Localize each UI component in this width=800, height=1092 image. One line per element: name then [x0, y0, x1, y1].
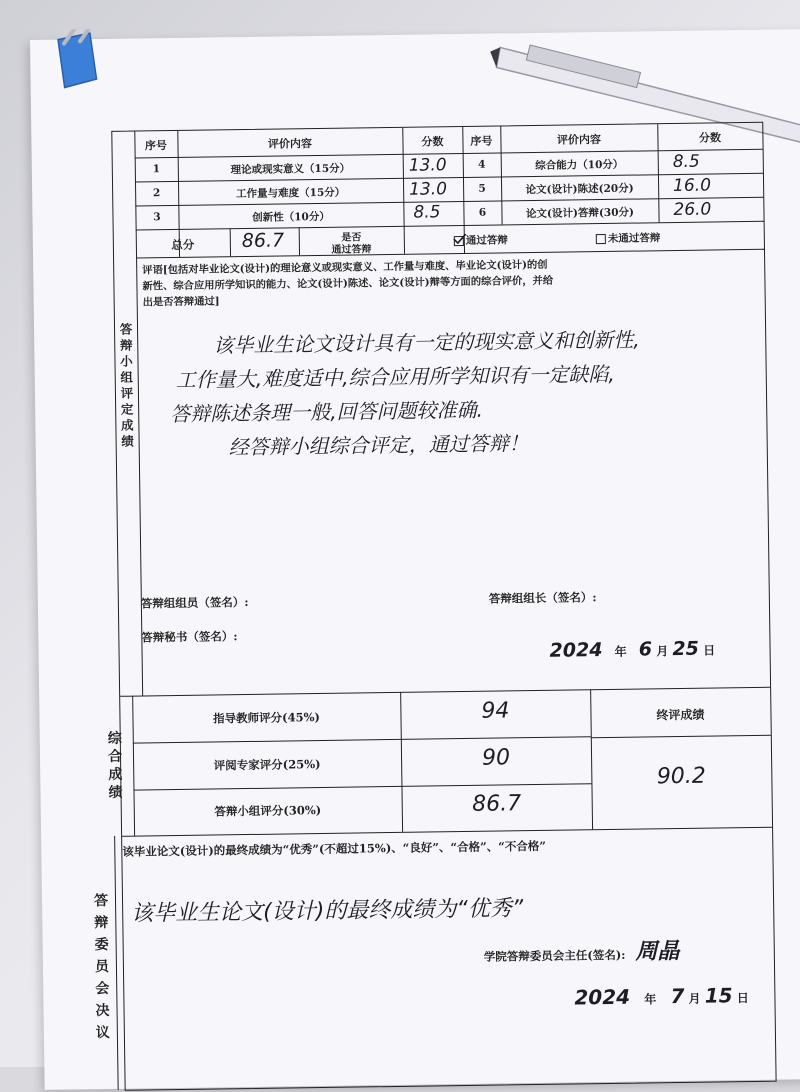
secretary-sign-label: 答辩秘书（签名）: — [141, 629, 238, 645]
final-score-value: 90.2 — [656, 763, 707, 790]
committee-date-year-unit: 年 — [644, 992, 657, 1007]
row1-item-a: 理论或现实意义（15分） — [230, 162, 351, 177]
total-value: 86.7 — [241, 229, 285, 253]
comment-prompt — [142, 254, 759, 311]
header-item-a: 评价内容 — [267, 137, 313, 151]
defense-group-side-label: 答辩小组评定成绩 — [119, 321, 134, 449]
paper-sheet — [30, 29, 800, 1090]
overall-row3-label: 答辩小组评分(30%) — [214, 803, 322, 819]
committee-statement: 该毕业论文(设计)的最终成绩为“优秀”(不超过15%)、“良好”、“合格”、“不合格” — [122, 838, 547, 859]
row2-no-a: 2 — [152, 187, 161, 200]
comment-handwritten — [155, 321, 757, 465]
defense-date-day: 25 — [672, 637, 700, 661]
option-pass[interactable] — [454, 232, 508, 248]
header-score-b: 分数 — [698, 131, 722, 145]
comment-line-1: 该毕业生论文设计具有一定的现实意义和创新性, — [213, 327, 640, 358]
row1-no-a: 1 — [152, 163, 161, 176]
overall-row3-value: 86.7 — [472, 791, 522, 817]
defense-date-day-unit: 日 — [703, 643, 716, 658]
pass-question-line1: 是否 — [341, 232, 362, 244]
member-sign-label: 答辩组组员（签名）: — [140, 595, 249, 611]
row2-item-b: 论文(设计)陈述(20分) — [525, 182, 634, 197]
row3-score-a: 8.5 — [413, 202, 441, 223]
pass-question-line2: 通过答辩 — [331, 244, 372, 256]
overall-row2-label: 评阅专家评分(25%) — [213, 757, 321, 773]
pass-checkbox-icon[interactable] — [454, 236, 464, 246]
header-item-b: 评价内容 — [556, 133, 602, 147]
overall-row2-value: 90 — [481, 745, 511, 771]
comment-line-3: 答辩陈述条理一般,回答问题较准确. — [170, 397, 484, 427]
defense-date-year-unit: 年 — [614, 644, 627, 659]
comment-line-2: 工作量大,难度适中,综合应用所学知识有一定缺陷, — [175, 361, 615, 392]
option-fail[interactable] — [596, 230, 661, 246]
row2-item-a: 工作量与难度（15分） — [236, 186, 346, 201]
overall-row1-value: 94 — [481, 698, 510, 724]
comment-prompt-line-1: 评语[包括对毕业论文(设计)的理论意义或现实意义、工作量与难度、毕业论文(设计)的创 — [142, 258, 548, 277]
chair-sign-label: 学院答辩委员会主任(签名): — [483, 947, 626, 964]
comment-line-4: 经答辩小组综合评定，通过答辩！ — [228, 431, 529, 460]
committee-date-month: 7 — [670, 983, 685, 1009]
option-fail-label: 未通过答辩 — [607, 232, 661, 245]
committee-date-day-unit: 日 — [736, 991, 749, 1006]
row2-score-a: 13.0 — [408, 179, 448, 200]
chair-signature: 周晶 — [635, 939, 680, 965]
row3-item-a: 创新性（10分） — [252, 210, 330, 224]
row3-item-b: 论文(设计)答辩(30分) — [525, 206, 635, 221]
overall-row1-label: 指导教师评分(45%) — [212, 710, 320, 726]
row1-no-b: 4 — [478, 158, 486, 171]
header-no-b: 序号 — [470, 134, 493, 148]
chair-sign — [484, 934, 680, 968]
leader-sign-label: 答辩组组长（签名）: — [488, 590, 597, 606]
final-score-label: 终评成绩 — [656, 707, 705, 723]
committee-date-year: 2024 — [574, 984, 631, 1010]
row1-score-a: 13.0 — [408, 155, 447, 176]
row1-score-b: 8.5 — [672, 151, 700, 173]
comment-prompt-line-2: 新性、综合应用所学知识的能力、论文(设计)陈述、论文(设计)辩等方面的综合评价，并给 — [142, 274, 554, 293]
defense-date-month-unit: 月 — [656, 644, 669, 659]
row1-item-b: 综合能力（10分） — [535, 158, 624, 172]
overall-side-label: 综合成绩 — [107, 730, 123, 801]
total-label: 总分 — [171, 237, 195, 253]
header-no-a: 序号 — [144, 139, 168, 153]
comment-prompt-line-3: 出是否答辩通过] — [142, 295, 220, 309]
binder-clip-icon — [50, 28, 147, 101]
evaluation-form — [93, 122, 776, 1091]
fail-checkbox-icon[interactable] — [596, 234, 606, 244]
committee-date-day: 15 — [704, 983, 733, 1008]
row3-no-b: 6 — [478, 206, 487, 219]
row3-no-a: 3 — [153, 211, 161, 224]
committee-date-month-unit: 月 — [688, 991, 701, 1006]
committee-date — [574, 983, 749, 1009]
committee-handwritten: 该毕业生论文(设计)的最终成绩为“优秀” — [131, 896, 524, 927]
option-pass-label: 通过答辩 — [465, 234, 508, 247]
defense-date-month: 6 — [638, 638, 653, 661]
header-score-a: 分数 — [421, 135, 444, 149]
row2-score-b: 16.0 — [672, 175, 712, 197]
defense-date-year: 2024 — [549, 639, 603, 662]
row2-no-b: 5 — [478, 182, 486, 195]
committee-side-label: 答辩委员会决议 — [93, 892, 110, 1042]
row3-score-b: 26.0 — [673, 199, 712, 221]
defense-date — [549, 637, 715, 661]
